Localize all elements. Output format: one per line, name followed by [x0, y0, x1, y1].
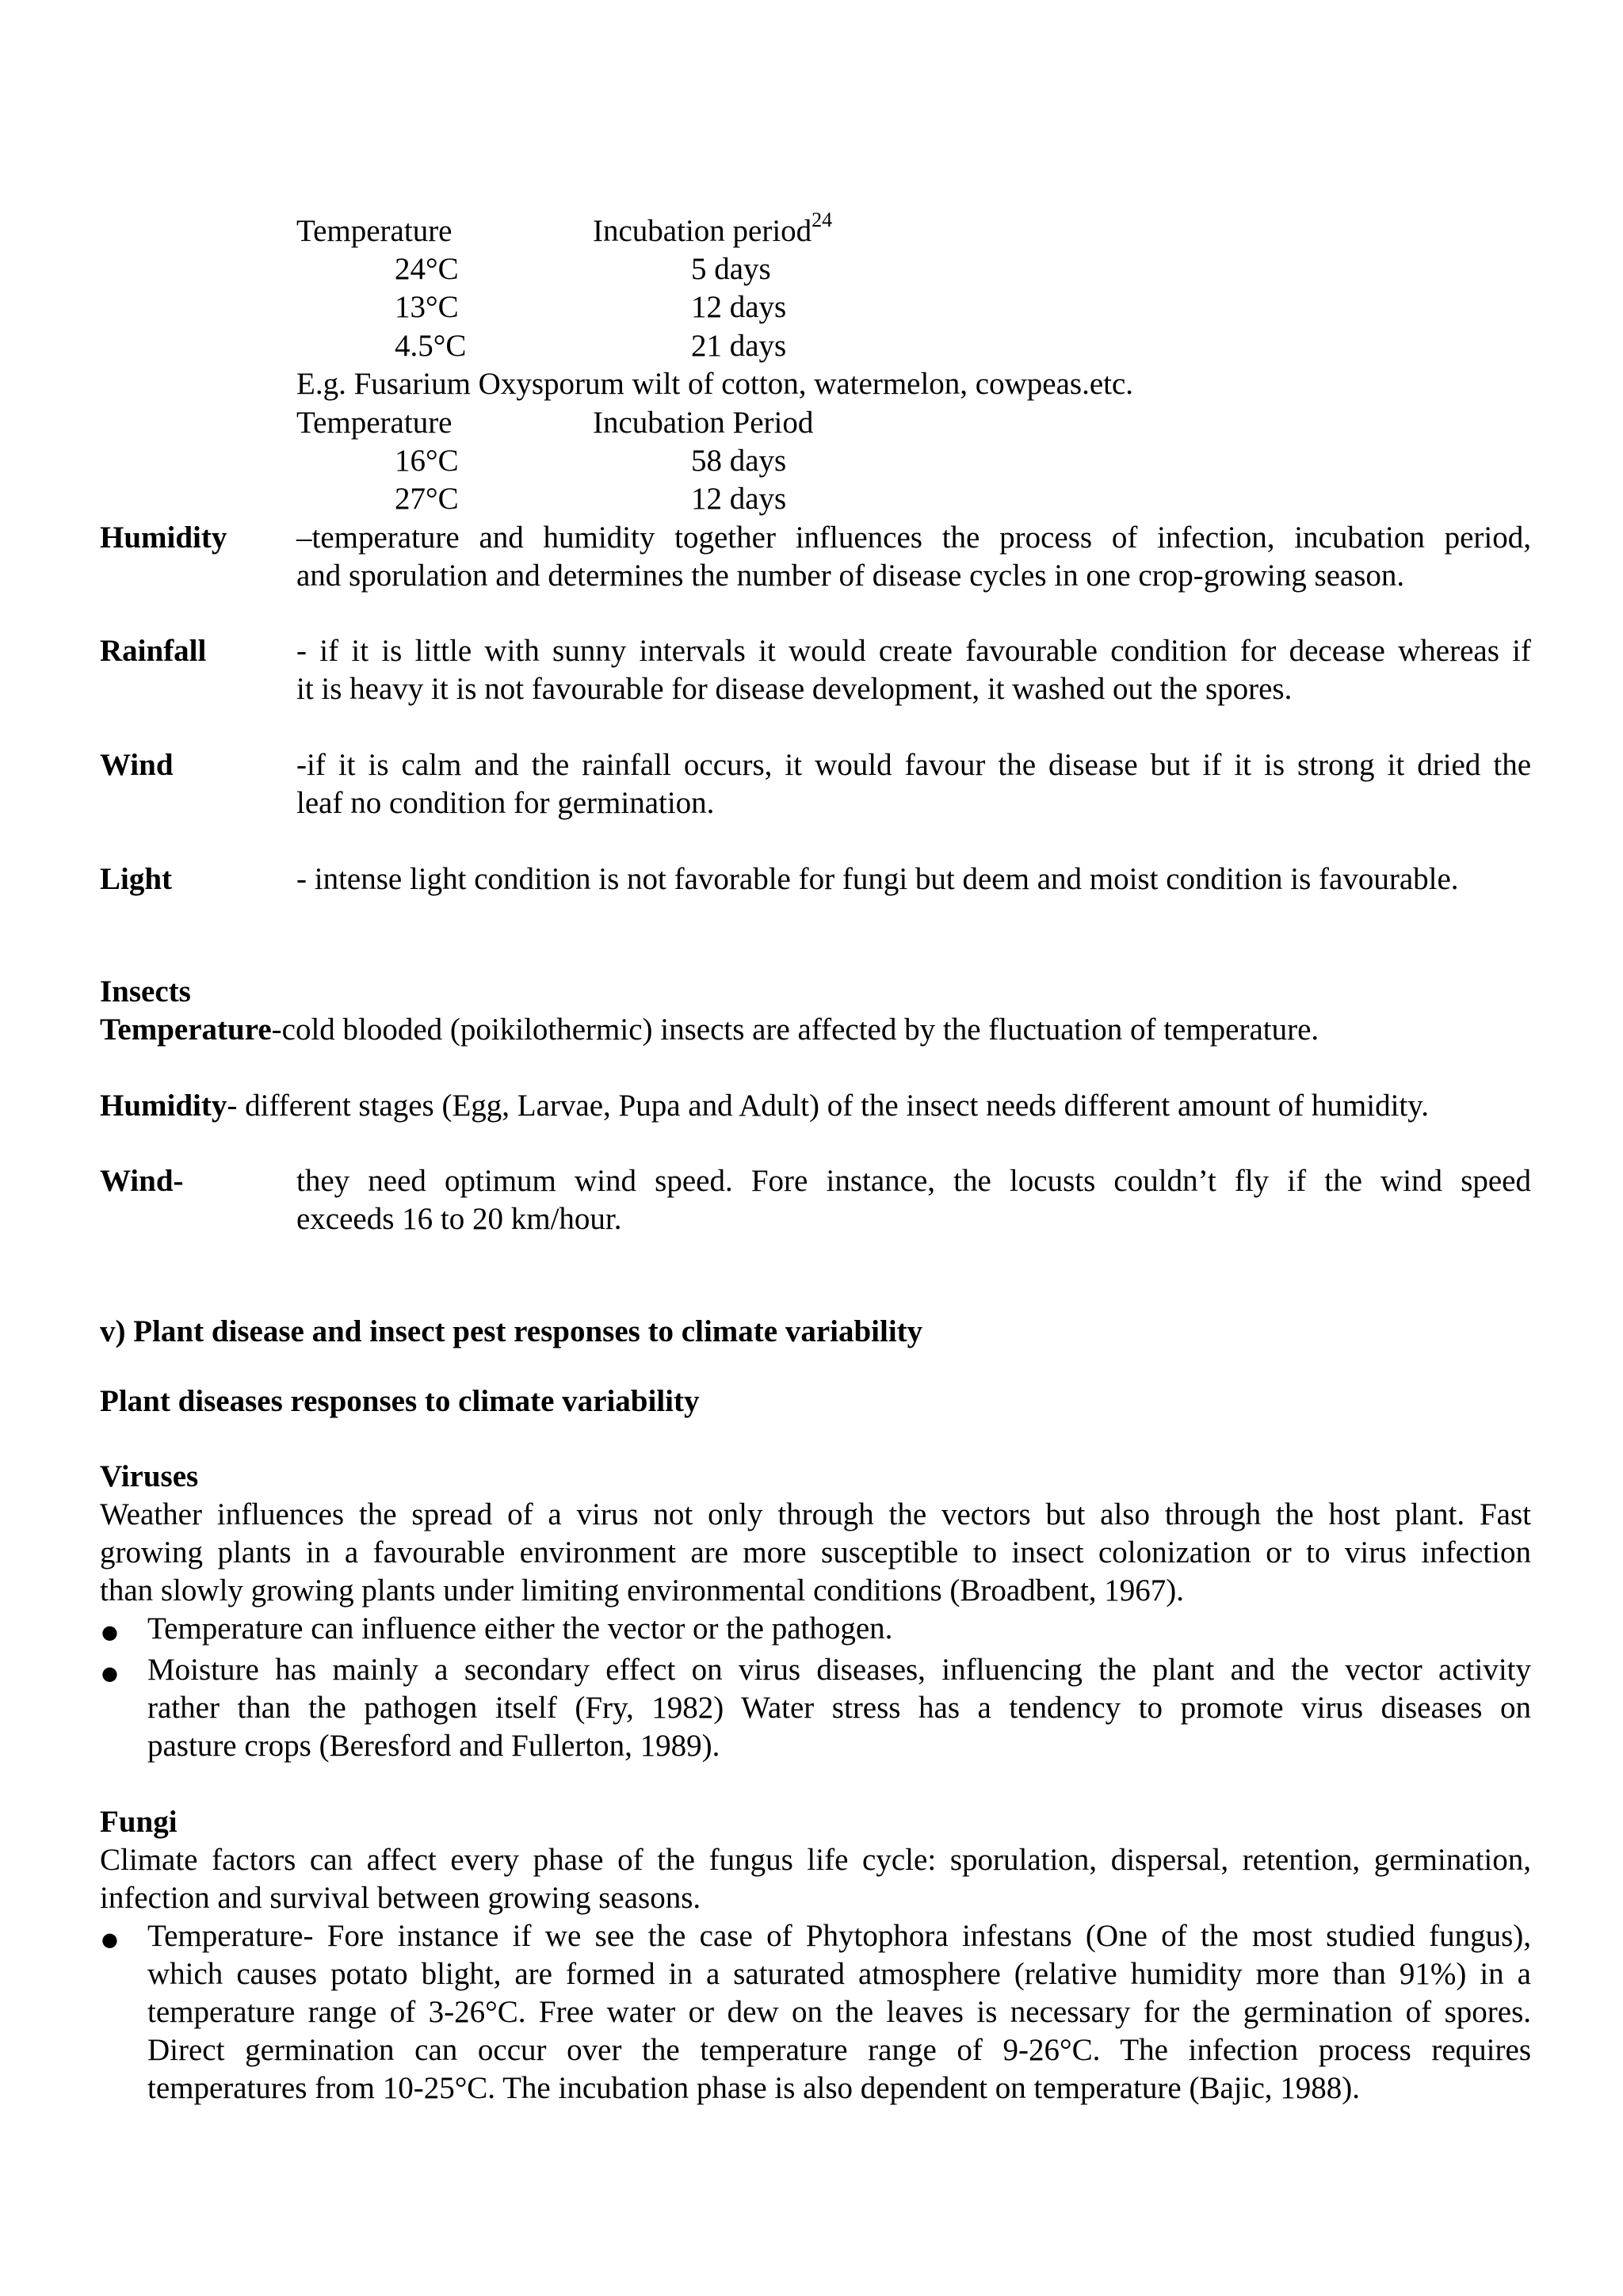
viruses-bullet2-line: rather than the pathogen itself (Fry, 1982) Water stress has a tendency to promote virus diseases on: [147, 1691, 1531, 1725]
fungi-heading: Fungi: [100, 1805, 178, 1839]
table2-row-period: 58 days: [691, 444, 787, 478]
insects-wind-line: they need optimum wind speed. Fore instance, the locusts couldn’t fly if the wind speed: [296, 1164, 1531, 1198]
viruses-para-line: than slowly growing plants under limiting environmental conditions (Broadbent, 1967).: [100, 1573, 1185, 1608]
example-text: E.g. Fusarium Oxysporum wilt of cotton, watermelon, cowpeas.etc.: [296, 367, 1134, 401]
factor-text-line: –temperature and humidity together influences the process of infection, incubation period,: [296, 521, 1531, 555]
insects-heading: Insects: [100, 974, 191, 1009]
fungi-bullet-line: Direct germination can occur over the temperature range of 9-26°C. The infection process requires: [147, 2033, 1531, 2067]
viruses-bullet1: Temperature can influence either the vector or the pathogen.: [147, 1611, 893, 1646]
subsection-heading: Plant diseases responses to climate variability: [100, 1384, 700, 1418]
table1-row-temp: 13°C: [395, 290, 459, 324]
factor-text-line: it is heavy it is not favourable for disease development, it washed out the spores.: [296, 672, 1293, 706]
factor-text-line: leaf no condition for germination.: [296, 786, 715, 820]
table1-col1-header: Temperature: [296, 214, 453, 248]
factor-text-line: - if it is little with sunny intervals it would create favourable condition for decease whereas if: [296, 634, 1531, 668]
insects-humidity-term: Humidity: [100, 1089, 227, 1123]
factor-term-humidity: Humidity: [100, 521, 227, 555]
fungi-bullet-line: Temperature- Fore instance if we see the case of Phytophora infestans (One of the most studied fungus),: [147, 1919, 1531, 1953]
factor-text-line: and sporulation and determines the number of disease cycles in one crop-growing season.: [296, 559, 1405, 593]
insects-wind-line: exceeds 16 to 20 km/hour.: [296, 1202, 622, 1236]
fungi-bullet-line: which causes potato blight, are formed in a saturated atmosphere (relative humidity more than 91%) in a: [147, 1957, 1531, 1991]
viruses-para-line: growing plants in a favourable environment are more susceptible to insect colonization or to virus infection: [100, 1535, 1531, 1569]
factor-term-rainfall: Rainfall: [100, 634, 207, 668]
section-heading: v) Plant disease and insect pest responses to climate variability: [100, 1314, 923, 1348]
factor-term-light: Light: [100, 862, 173, 896]
table1-row-period: 12 days: [691, 290, 787, 324]
viruses-para-line: Weather influences the spread of a virus not only through the vectors but also through the host plant. Fast: [100, 1497, 1531, 1531]
bullet-icon: ●: [101, 1621, 118, 1643]
table1-row-period: 5 days: [691, 252, 771, 286]
factor-text-line: -if it is calm and the rainfall occurs, it would favour the disease but if it is strong it dried the: [296, 748, 1531, 782]
table2-row-period: 12 days: [691, 482, 787, 516]
insects-temperature-term: Temperature: [100, 1013, 272, 1047]
insects-temperature: [100, 1011, 1319, 1049]
bullet-icon: ●: [101, 1928, 118, 1951]
insects-temperature-text: -cold blooded (poikilothermic) insects are affected by the fluctuation of temperature.: [271, 1013, 1319, 1047]
factor-term-wind: Wind: [100, 748, 174, 782]
table2-col1-header: Temperature: [296, 406, 453, 440]
fungi-para-line: infection and survival between growing seasons.: [100, 1881, 701, 1915]
table1-row-period: 21 days: [691, 329, 787, 363]
viruses-heading: Viruses: [100, 1459, 199, 1493]
page-number: 24: [812, 208, 833, 231]
viruses-bullet2-line: pasture crops (Beresford and Fullerton, 1989).: [147, 1729, 720, 1763]
insects-humidity: [100, 1087, 1429, 1125]
table2-row-temp: 16°C: [395, 444, 459, 478]
fungi-bullet-line: temperature range of 3-26°C. Free water or dew on the leaves is necessary for the germination of spores.: [147, 1995, 1531, 2029]
table1-row-temp: 4.5°C: [395, 329, 467, 363]
table1-col2-header-text: Incubation period: [593, 214, 812, 248]
table2-row-temp: 27°C: [395, 482, 459, 516]
table1-col2-header: [593, 208, 833, 250]
insects-wind-term: Wind-: [100, 1164, 184, 1198]
table1-row-temp: 24°C: [395, 252, 459, 286]
table2-col2-header: Incubation Period: [593, 406, 814, 440]
viruses-bullet2-line: Moisture has mainly a secondary effect on virus diseases, influencing the plant and the vector activity: [147, 1653, 1531, 1687]
fungi-bullet-line: temperatures from 10-25°C. The incubation phase is also dependent on temperature (Bajic, 1988).: [147, 2071, 1361, 2105]
insects-humidity-text: - different stages (Egg, Larvae, Pupa and Adult) of the insect needs different amount of humidity.: [227, 1089, 1429, 1123]
bullet-icon: ●: [101, 1662, 118, 1684]
fungi-para-line: Climate factors can affect every phase of the fungus life cycle: sporulation, dispersal, retention, germination,: [100, 1843, 1531, 1877]
factor-text-line: - intense light condition is not favorable for fungi but deem and moist condition is favourable.: [296, 862, 1459, 896]
